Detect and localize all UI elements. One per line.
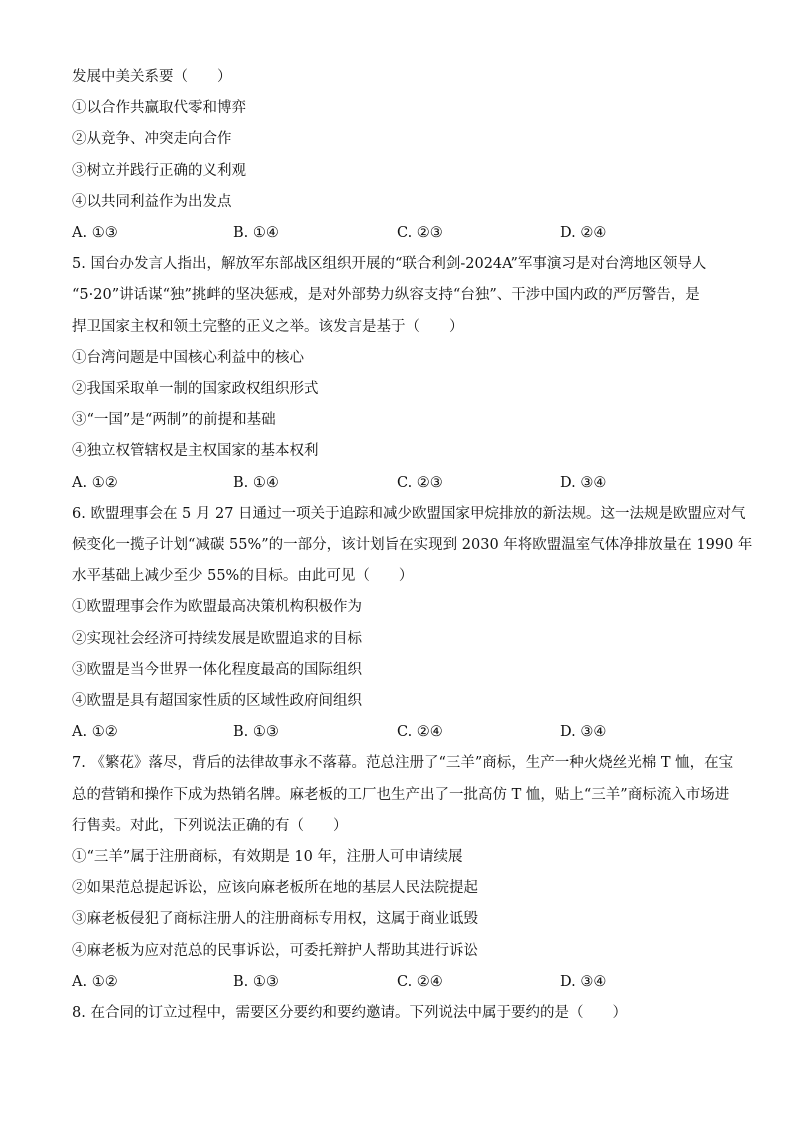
question-4-option-d[interactable]: D. ②④ bbox=[560, 225, 607, 242]
question-6 bbox=[72, 499, 753, 749]
question-6-option-b[interactable]: B. ①③ bbox=[233, 724, 279, 741]
question-7-stem-line-2: 总的营销和操作下成为热销名牌。麻老板的工厂也生产出了一批高仿 T 恤，贴上“三羊”商标流入市场进 bbox=[72, 786, 730, 803]
question-6-item-2: ②实现社会经济可持续发展是欧盟追求的目标 bbox=[72, 630, 362, 647]
question-5-options bbox=[72, 468, 732, 499]
question-4-options bbox=[72, 218, 732, 249]
question-7 bbox=[72, 748, 732, 998]
question-5-item-3: ③“一国”是“两制”的前提和基础 bbox=[72, 412, 276, 429]
question-6-item-3: ③欧盟是当今世界一体化程度最高的国际组织 bbox=[72, 661, 362, 678]
question-7-item-4: ④麻老板为应对范总的民事诉讼，可委托辩护人帮助其进行诉讼 bbox=[72, 942, 478, 959]
question-6-stem-line-2: 候变化一揽子计划“减碳 55%”的一部分，该计划旨在实现到 2030 年将欧盟温室气体净排放量在 1990 年 bbox=[72, 537, 753, 554]
question-7-option-b[interactable]: B. ①③ bbox=[233, 973, 279, 990]
exam-page bbox=[72, 62, 753, 1029]
question-5-item-2: ②我国采取单一制的国家政权组织形式 bbox=[72, 381, 319, 398]
question-5-option-b[interactable]: B. ①④ bbox=[233, 474, 279, 491]
question-6-item-1: ①欧盟理事会作为欧盟最高决策机构积极作为 bbox=[72, 599, 362, 616]
question-7-option-a[interactable]: A. ①② bbox=[72, 973, 118, 990]
question-5-stem-line-1: 5. 国台办发言人指出，解放军东部战区组织开展的“联合利剑-2024A”军事演习是对台湾地区领导人 bbox=[72, 256, 707, 273]
question-7-stem-line-3: 行售卖。对此，下列说法正确的有（ ） bbox=[72, 817, 348, 834]
question-6-stem-line-3: 水平基础上减少至少 55%的目标。由此可见（ ） bbox=[72, 568, 414, 585]
question-4-stem: 发展中美关系要（ ） bbox=[72, 69, 232, 85]
question-7-item-1: ①“三羊”属于注册商标，有效期是 10 年，注册人可申请续展 bbox=[72, 849, 463, 866]
question-6-option-a[interactable]: A. ①② bbox=[72, 724, 118, 741]
question-5-stem-line-3: 捍卫国家主权和领土完整的正义之举。该发言是基于（ ） bbox=[72, 318, 464, 335]
question-4-item-4: ④以共同利益作为出发点 bbox=[72, 193, 232, 210]
question-5-option-c[interactable]: C. ②③ bbox=[397, 474, 443, 491]
question-7-stem-line-1: 7. 《繁花》落尽，背后的法律故事永不落幕。范总注册了“三羊”商标，生产一种火烧丝光棉 T 恤，在宝 bbox=[72, 755, 734, 772]
question-6-item-4: ④欧盟是具有超国家性质的区域性政府间组织 bbox=[72, 693, 362, 710]
question-4-item-3: ③树立并践行正确的义利观 bbox=[72, 162, 246, 179]
question-7-item-2: ②如果范总提起诉讼，应该向麻老板所在地的基层人民法院提起 bbox=[72, 880, 478, 897]
question-4 bbox=[72, 62, 732, 249]
question-6-options bbox=[72, 717, 732, 748]
question-6-stem-line-1: 6. 欧盟理事会在 5 月 27 日通过一项关于追踪和减少欧盟国家甲烷排放的新法规。这一法规是欧盟应对气 bbox=[72, 505, 746, 522]
question-7-item-3: ③麻老板侵犯了商标注册人的注册商标专用权，这属于商业诋毁 bbox=[72, 911, 478, 928]
question-4-option-b[interactable]: B. ①④ bbox=[233, 225, 279, 242]
question-5-option-a[interactable]: A. ①② bbox=[72, 474, 118, 491]
question-5 bbox=[72, 249, 732, 499]
question-4-option-a[interactable]: A. ①③ bbox=[72, 225, 118, 242]
question-6-option-c[interactable]: C. ②④ bbox=[397, 724, 443, 741]
question-8 bbox=[72, 998, 732, 1029]
question-8-stem-line-1: 8. 在合同的订立过程中，需要区分要约和要约邀请。下列说法中属于要约的是（ ） bbox=[72, 1005, 627, 1022]
question-5-stem-line-2: “5·20”讲话谋“独”挑衅的坚决惩戒，是对外部势力纵容支持“台独”、干涉中国内政的严厉警告，是 bbox=[72, 287, 700, 304]
question-5-item-1: ①台湾问题是中国核心利益中的核心 bbox=[72, 349, 304, 366]
question-7-option-d[interactable]: D. ③④ bbox=[560, 973, 607, 990]
question-4-item-2: ②从竞争、冲突走向合作 bbox=[72, 131, 232, 148]
question-4-option-c[interactable]: C. ②③ bbox=[397, 225, 443, 242]
question-7-option-c[interactable]: C. ②④ bbox=[397, 973, 443, 990]
question-4-item-1: ①以合作共赢取代零和博弈 bbox=[72, 100, 246, 117]
question-5-option-d[interactable]: D. ③④ bbox=[560, 474, 607, 491]
question-6-option-d[interactable]: D. ③④ bbox=[560, 724, 607, 741]
question-7-options bbox=[72, 967, 732, 998]
question-5-item-4: ④独立权管辖权是主权国家的基本权利 bbox=[72, 443, 319, 460]
